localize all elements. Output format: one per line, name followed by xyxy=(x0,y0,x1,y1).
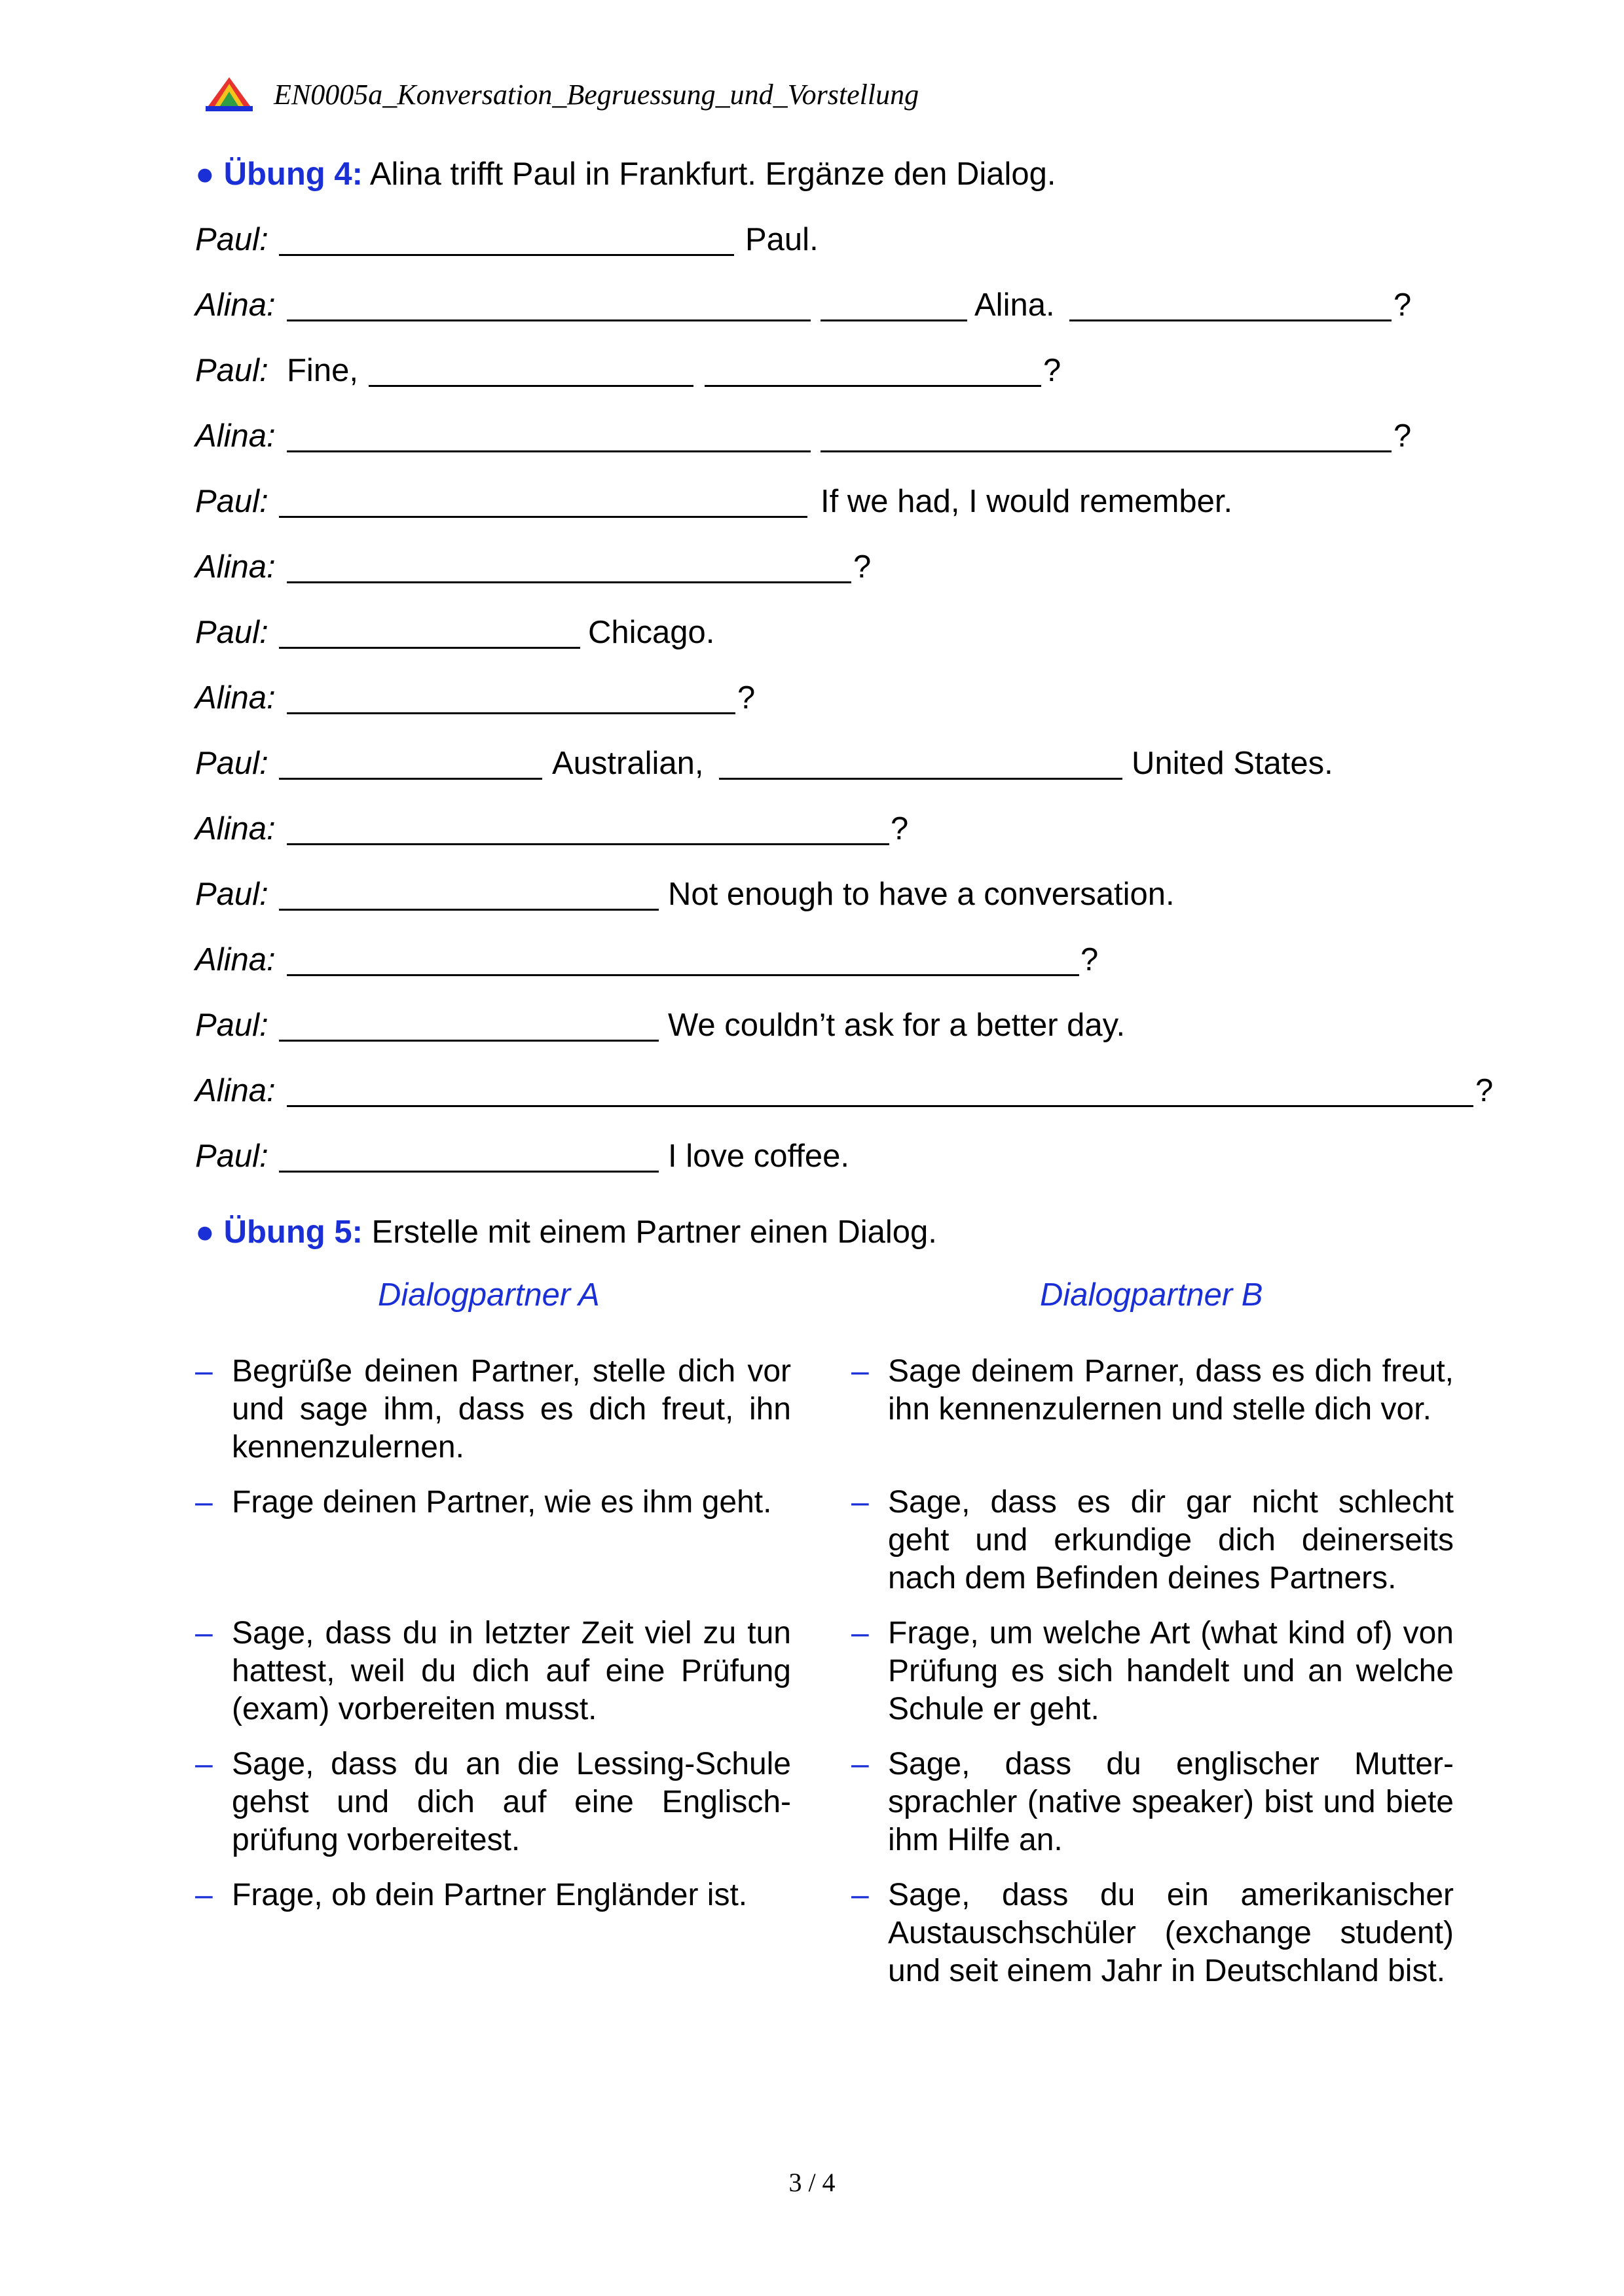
speaker-label: Paul: xyxy=(195,353,268,388)
question-mark: ? xyxy=(1475,1073,1494,1108)
dialog-text: Alina. xyxy=(974,287,1055,323)
dash-bullet-icon: – xyxy=(195,1354,213,1389)
document-header xyxy=(204,73,919,115)
answer-blank[interactable] xyxy=(287,581,851,583)
answer-blank[interactable] xyxy=(1069,319,1392,321)
speaker-label: Alina: xyxy=(195,942,276,977)
dialog-text: If we had, I would remember. xyxy=(821,484,1233,519)
dialog-line xyxy=(195,482,1505,524)
question-mark: ? xyxy=(1080,942,1099,977)
dialog-text: United States. xyxy=(1132,746,1333,781)
dash-bullet-icon: – xyxy=(195,1485,213,1520)
answer-blank[interactable] xyxy=(287,843,889,845)
page-number: 3 / 4 xyxy=(788,2168,836,2197)
dash-bullet-icon: – xyxy=(195,1616,213,1650)
task-text: Sage, dass du englischer Mutter- sprachler (native speaker) bist und biete ihm Hilfe an. xyxy=(888,1747,1454,1857)
dialog-text: I love coffee. xyxy=(668,1139,849,1174)
dialog-text: Chicago. xyxy=(588,615,715,650)
task-text: Frage deinen Partner, wie es ihm geht. xyxy=(232,1485,772,1520)
dialog-text: We couldn’t ask for a better day. xyxy=(668,1008,1126,1043)
dialog-text: Paul. xyxy=(745,222,819,257)
speaker-label: Alina: xyxy=(195,549,276,585)
speaker-label: Alina: xyxy=(195,418,276,454)
dash-bullet-icon: – xyxy=(851,1878,869,1912)
answer-blank[interactable] xyxy=(369,385,693,387)
partner-b-title: Dialogpartner B xyxy=(1040,1277,1263,1313)
exercise-4-instruction: Alina trifft Paul in Frankfurt. Ergänze den Dialog. xyxy=(369,156,1056,192)
answer-blank[interactable] xyxy=(287,319,811,321)
speaker-label: Paul: xyxy=(195,1139,268,1174)
question-mark: ? xyxy=(1393,418,1412,454)
exercise-5-instruction: Erstelle mit einem Partner einen Dialog. xyxy=(371,1214,937,1250)
answer-blank[interactable] xyxy=(287,974,1079,976)
exercise-5-label: Übung 5: xyxy=(223,1214,363,1250)
answer-blank[interactable] xyxy=(279,909,659,911)
exercise-5-heading xyxy=(195,1212,937,1252)
dash-bullet-icon: – xyxy=(851,1354,869,1389)
question-mark: ? xyxy=(737,680,756,716)
answer-blank[interactable] xyxy=(279,516,807,518)
dialog-line xyxy=(195,678,1505,720)
answer-blank[interactable] xyxy=(287,450,811,452)
dialog-line xyxy=(195,809,1505,851)
dash-bullet-icon: – xyxy=(195,1747,213,1781)
speaker-label: Alina: xyxy=(195,811,276,847)
answer-blank[interactable] xyxy=(821,450,1392,452)
bullet-icon: ● xyxy=(195,156,215,192)
dialog-line xyxy=(195,940,1505,982)
question-mark: ? xyxy=(1393,287,1412,323)
bullet-icon: ● xyxy=(195,1214,215,1250)
document-title: EN0005a_Konversation_Begruessung_und_Vorstellung xyxy=(274,78,919,111)
speaker-label: Paul: xyxy=(195,615,268,650)
speaker-label: Paul: xyxy=(195,746,268,781)
dash-bullet-icon: – xyxy=(851,1747,869,1781)
task-text: Sage, dass du in letzter Zeit viel zu tun hattest, weil du dich auf eine Prüfung (exam) vorbereiten musst. xyxy=(232,1616,791,1726)
task-text: Begrüße deinen Partner, stelle dich vor und sage ihm, dass es dich freut, ihn kennenzulernen. xyxy=(232,1354,791,1465)
answer-blank[interactable] xyxy=(279,778,542,780)
dialog-line xyxy=(195,1137,1505,1178)
answer-blank[interactable] xyxy=(287,712,735,714)
dialog-line xyxy=(195,875,1505,917)
task-text: Sage deinem Parner, dass es dich freut, ihn kennenzulernen und stelle dich vor. xyxy=(888,1354,1454,1427)
speaker-label: Paul: xyxy=(195,484,268,519)
speaker-label: Paul: xyxy=(195,877,268,912)
dialog-line xyxy=(195,744,1505,786)
answer-blank[interactable] xyxy=(287,1105,1473,1107)
speaker-label: Alina: xyxy=(195,287,276,323)
dialog-line xyxy=(195,1006,1505,1048)
answer-blank[interactable] xyxy=(279,647,580,649)
speaker-label: Alina: xyxy=(195,680,276,716)
dialog-line xyxy=(195,1071,1505,1113)
dialog-line xyxy=(195,220,1505,262)
answer-blank[interactable] xyxy=(705,385,1041,387)
partner-a-title: Dialogpartner A xyxy=(378,1277,600,1313)
task-text: Frage, um welche Art (what kind of) von Prüfung es sich handelt und an welche Schule er geht. xyxy=(888,1616,1454,1726)
task-text: Sage, dass es dir gar nicht schlecht geht und erkundige dich deinerseits nach dem Befinden deines Partners. xyxy=(888,1485,1454,1595)
answer-blank[interactable] xyxy=(279,1171,659,1173)
dash-bullet-icon: – xyxy=(851,1485,869,1520)
dialog-line xyxy=(195,285,1505,327)
dialog-line xyxy=(195,351,1505,393)
dialog-text: Not enough to have a conversation. xyxy=(668,877,1175,912)
answer-blank[interactable] xyxy=(279,254,734,256)
speaker-label: Paul: xyxy=(195,222,268,257)
dialog-text: Fine, xyxy=(287,353,358,388)
tent-logo-icon xyxy=(204,76,254,113)
speaker-label: Paul: xyxy=(195,1008,268,1043)
exercise-4-heading xyxy=(195,155,1056,194)
dash-bullet-icon: – xyxy=(195,1878,213,1912)
answer-blank[interactable] xyxy=(279,1040,659,1042)
question-mark: ? xyxy=(1043,353,1061,388)
exercise-4-label: Übung 4: xyxy=(223,156,363,192)
answer-blank[interactable] xyxy=(821,319,967,321)
task-text: Sage, dass du ein amerikanischer Austauschschüler (exchange student) und seit einem Jahr in Deutschland bist. xyxy=(888,1878,1454,1988)
question-mark: ? xyxy=(853,549,872,585)
dialog-line xyxy=(195,613,1505,655)
answer-blank[interactable] xyxy=(719,778,1122,780)
dash-bullet-icon: – xyxy=(851,1616,869,1650)
dialog-text: Australian, xyxy=(552,746,704,781)
task-text: Frage, ob dein Partner Engländer ist. xyxy=(232,1878,748,1912)
question-mark: ? xyxy=(891,811,909,847)
speaker-label: Alina: xyxy=(195,1073,276,1108)
task-text: Sage, dass du an die Lessing-Schule gehst und dich auf eine Englisch- prüfung vorbereitest. xyxy=(232,1747,791,1857)
dialog-line xyxy=(195,547,1505,589)
dialog-line xyxy=(195,416,1505,458)
